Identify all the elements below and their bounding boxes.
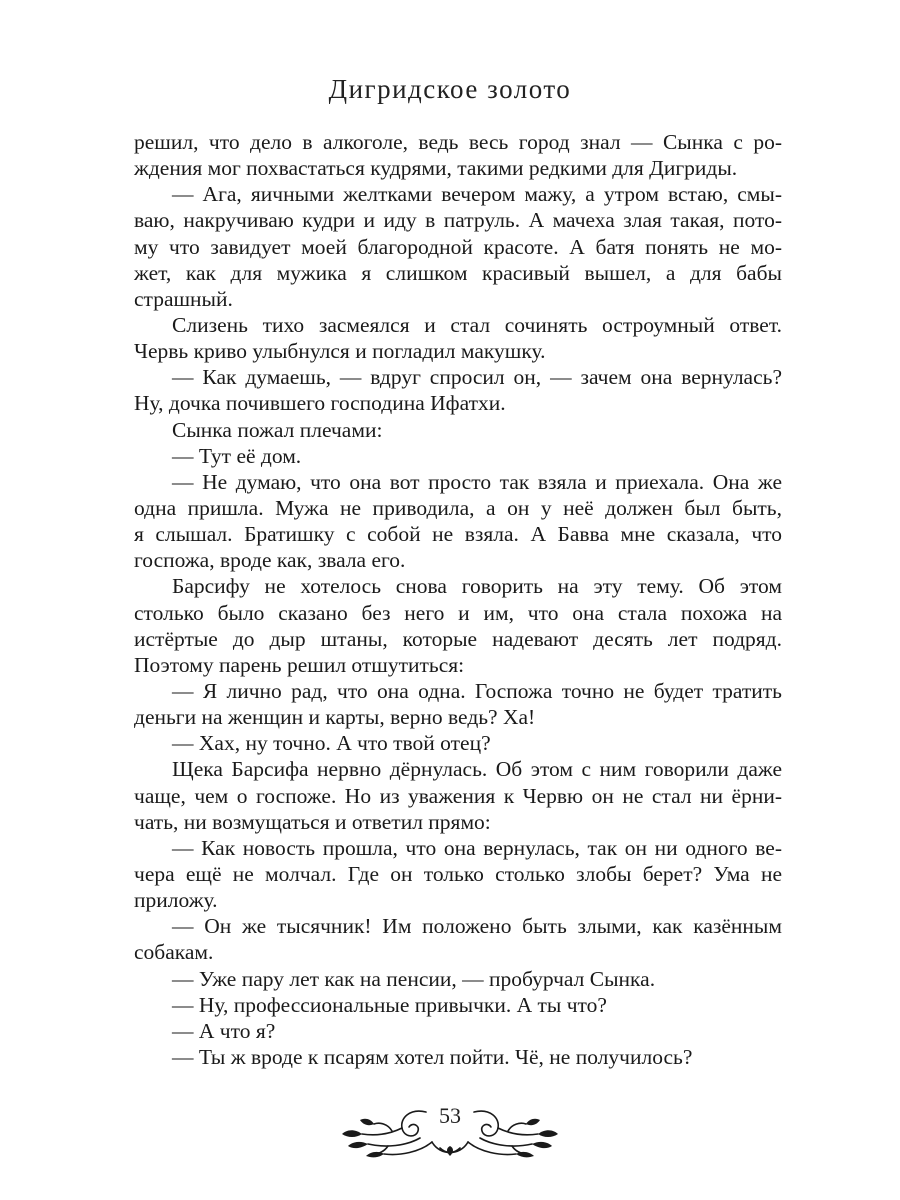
text-line: ваю, накручиваю кудри и иду в патруль. А мачеха злая такая, пото- xyxy=(134,208,782,233)
text-line: жет, как для мужика я слишком красивый вышел, а для бабы xyxy=(134,260,782,285)
text-line: — Уже пару лет как на пенсии, — пробурчал Сынка. xyxy=(172,966,656,991)
text-line: собакам. xyxy=(134,940,214,965)
text-line: госпожа, вроде как, звала его. xyxy=(134,548,406,573)
running-header: Дигридское золото xyxy=(328,74,572,104)
text-line: — Ага, яичными желтками вечером мажу, а утром встаю, смы- xyxy=(172,182,782,207)
text-line: Ну, дочка почившего господина Ифатхи. xyxy=(134,391,506,416)
text-line: Сынка пожал плечами: xyxy=(172,417,383,442)
text-line: одна пришла. Мужа не приводила, а он у неё должен был быть, xyxy=(134,495,782,520)
text-line: — Хах, ну точно. А что твой отец? xyxy=(172,731,491,756)
text-line: — Как новость прошла, что она вернулась, так он ни одного ве- xyxy=(172,835,782,860)
text-line: Щека Барсифа нервно дёрнулась. Об этом с ним говорили даже xyxy=(172,757,782,782)
page-footer xyxy=(340,1098,560,1160)
text-line: Поэтому парень решил отшутиться: xyxy=(134,652,465,677)
text-line: — Ты ж вроде к псарям хотел пойти. Чё, не получилось? xyxy=(172,1044,693,1069)
body-text xyxy=(134,129,782,1070)
text-line: столько было сказано без него и им, что она стала похожа на xyxy=(134,600,782,625)
text-line: я слышал. Братишку с собой не взяла. А Бавва мне сказала, что xyxy=(134,522,782,547)
text-line: деньги на женщин и карты, верно ведь? Ха! xyxy=(134,705,536,730)
text-line: ждения мог похвастаться кудрями, такими редкими для Дигриды. xyxy=(134,156,738,181)
text-line: — Как думаешь, — вдруг спросил он, — зачем она вернулась? xyxy=(172,365,782,390)
text-line: чаще, чем о госпоже. Но из уважения к Червю он не стал ни ёрни- xyxy=(134,783,782,808)
text-line: — А что я? xyxy=(172,1018,276,1043)
text-line: — Ну, профессиональные привычки. А ты что? xyxy=(172,992,607,1017)
text-line: приложу. xyxy=(134,888,218,913)
text-line: чера ещё не молчал. Где он только столько злобы берет? Ума не xyxy=(134,861,782,886)
text-line: истёртые до дыр штаны, которые надевают десять лет подряд. xyxy=(134,626,782,651)
text-line: чать, ни возмущаться и ответил прямо: xyxy=(134,809,491,834)
text-line: — Тут её дом. xyxy=(172,443,302,468)
text-line: — Он же тысячник! Им положено быть злыми, как казённым xyxy=(172,914,782,939)
text-line: — Я лично рад, что она одна. Госпожа точно не будет тратить xyxy=(172,678,782,703)
text-line: му что завидует моей благородной красоте. А батя понять не мо- xyxy=(134,234,782,259)
text-line: Слизень тихо засмеялся и стал сочинять остроумный ответ. xyxy=(172,312,782,337)
text-line: страшный. xyxy=(134,286,233,311)
text-line: решил, что дело в алкоголе, ведь весь город знал — Сынка с ро- xyxy=(134,130,782,154)
page-number: 53 xyxy=(439,1103,461,1128)
text-line: — Не думаю, что она вот просто так взяла и приехала. Она же xyxy=(172,469,782,494)
text-line: Барсифу не хотелось снова говорить на эту тему. Об этом xyxy=(172,574,782,599)
text-line: Червь криво улыбнулся и погладил макушку. xyxy=(134,339,546,364)
